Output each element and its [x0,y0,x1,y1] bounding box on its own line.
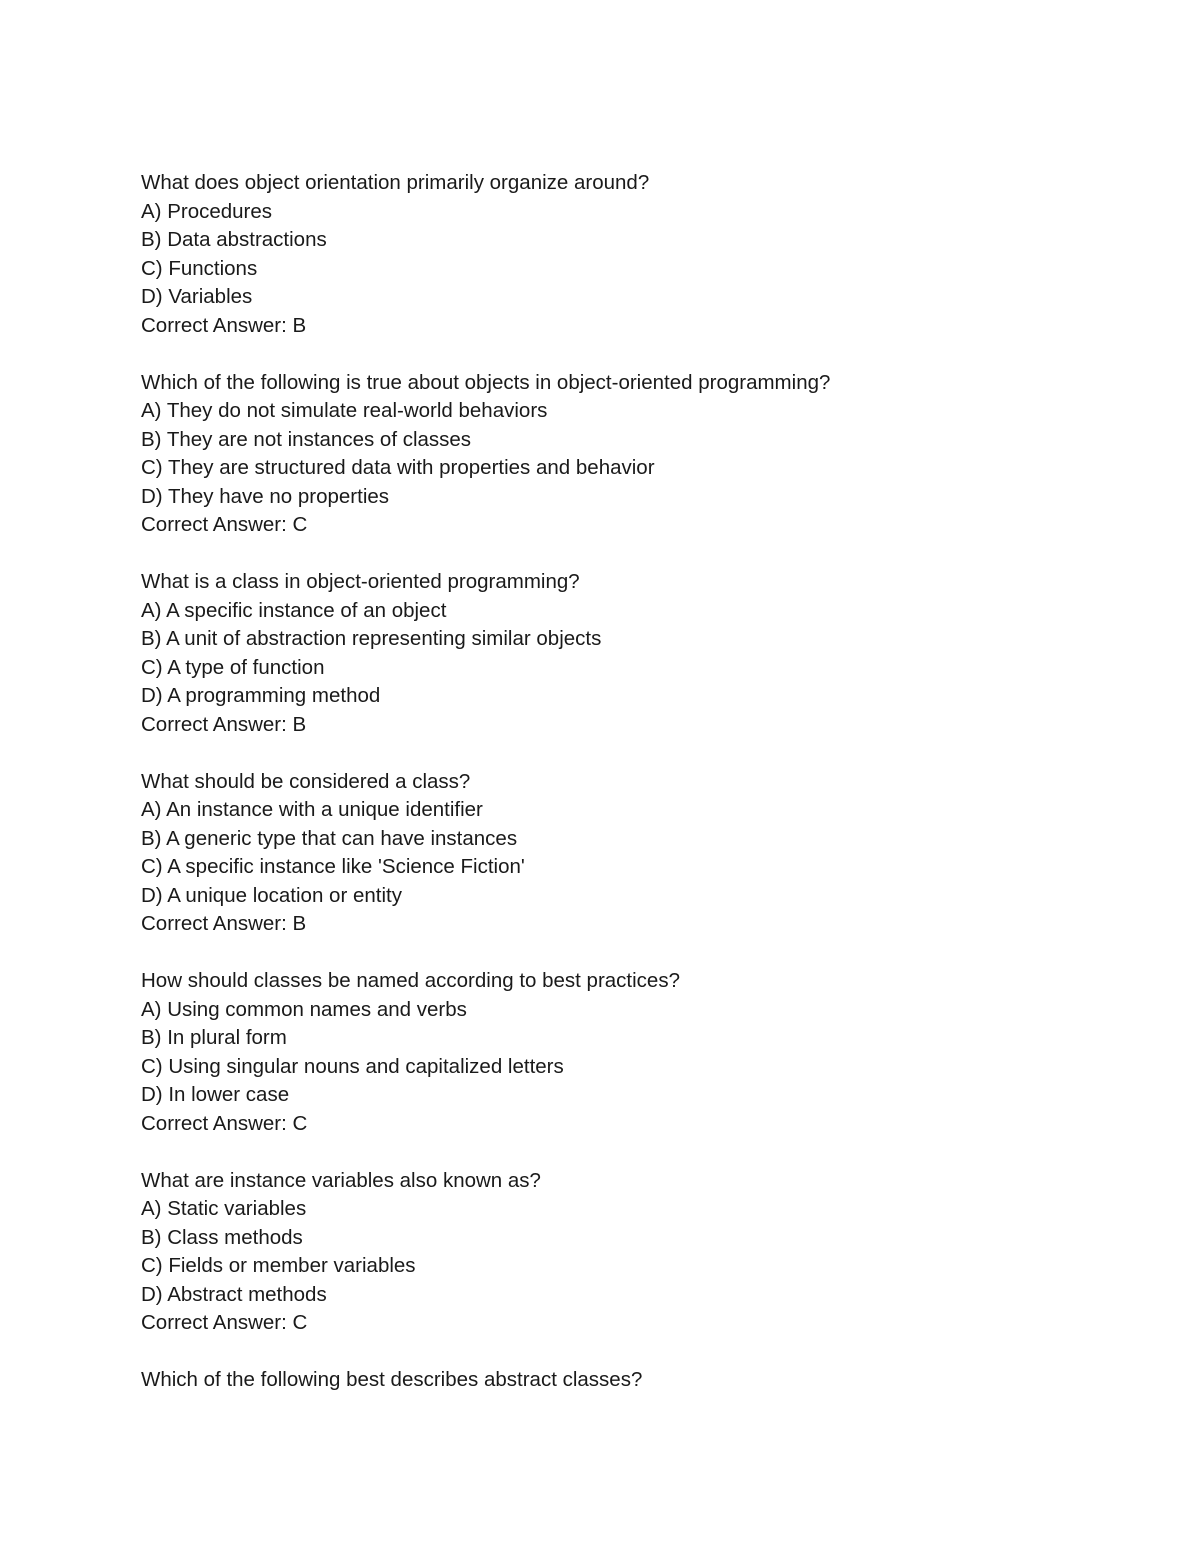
question-text: What should be considered a class? [141,769,471,793]
option-d: D) Variables [141,285,253,308]
option-b: B) A generic type that can have instances [141,826,518,850]
question-text: How should classes be named according to best practices? [141,969,680,992]
question-text: Which of the following best describes abstract classes? [141,1368,643,1391]
question-block-7 [141,1366,1141,1395]
option-a: A) Procedures [141,199,273,223]
correct-answer: Correct Answer: B [141,912,307,935]
question-text: What is a class in object-oriented programming? [141,570,580,593]
option-c: C) Functions [141,256,258,280]
option-b: B) Data abstractions [141,228,327,251]
option-a: A) A specific instance of an object [141,598,447,622]
option-a: A) They do not simulate real-world behaviors [141,399,548,422]
question-block-6 [141,1167,1141,1338]
option-c: C) They are structured data with properties and behavior [141,456,655,479]
option-b: B) Class methods [141,1225,303,1249]
correct-answer: Correct Answer: C [141,1111,308,1135]
document-content [141,169,1141,1423]
question-block-4 [141,768,1141,939]
option-d: D) They have no properties [141,484,390,508]
correct-answer: Correct Answer: C [141,513,308,536]
option-d: D) A programming method [141,684,381,707]
option-b: B) They are not instances of classes [141,427,472,451]
option-d: D) In lower case [141,1083,290,1106]
option-b: B) In plural form [141,1026,287,1049]
question-text: What does object orientation primarily organize around? [141,171,650,194]
option-a: A) Using common names and verbs [141,997,467,1021]
option-c: C) A type of function [141,655,325,679]
option-a: A) An instance with a unique identifier [141,798,483,821]
question-block-2 [141,369,1141,540]
correct-answer: Correct Answer: B [141,313,307,337]
option-c: C) Using singular nouns and capitalized letters [141,1054,564,1078]
option-c: C) A specific instance like 'Science Fiction' [141,855,525,878]
option-b: B) A unit of abstraction representing similar objects [141,627,602,650]
question-block-1 [141,169,1141,340]
option-c: C) Fields or member variables [141,1254,416,1277]
question-text: What are instance variables also known as? [141,1168,541,1192]
correct-answer: Correct Answer: B [141,712,307,736]
option-d: D) Abstract methods [141,1282,327,1306]
question-block-3 [141,568,1141,739]
question-text: Which of the following is true about objects in object-oriented programming? [141,370,831,394]
option-d: D) A unique location or entity [141,883,402,907]
question-block-5 [141,967,1141,1138]
correct-answer: Correct Answer: C [141,1311,308,1334]
option-a: A) Static variables [141,1197,307,1220]
